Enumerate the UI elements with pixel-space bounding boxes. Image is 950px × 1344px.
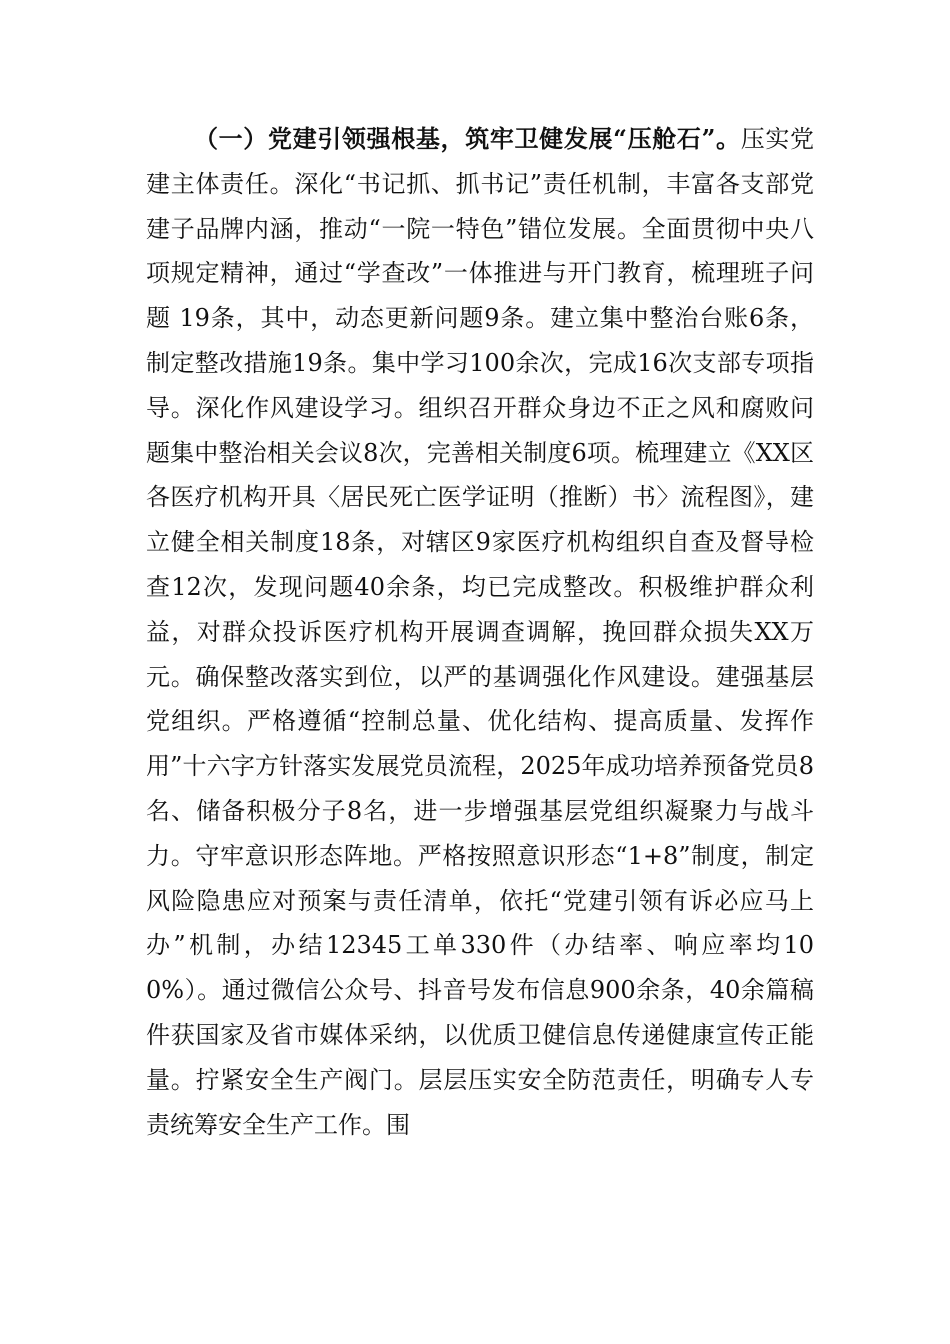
section-paragraph [146,117,814,1147]
section-heading: （一）党建引领强根基，筑牢卫健发展“压舱石”。 [194,124,741,153]
paragraph-body: 压实党建主体责任。深化“书记抓、抓书记”责任机制，丰富各支部党建子品牌内涵，推动“一院一特色”错位发展。全面贯彻中央八项规定精神，通过“学查改”一体推进与开门教育，梳理班子问题 19条，其中，动态更新问题9条。建立集中整治台账6条，制定整改措施19条。集中学习100余次，完成16次支部专项指导。深化作风建设学习。组织召开群众身边不正之风和腐败问题集中整治相关会议8次，完善相关制度6项。梳理建立《XX区各医疗机构开具〈居民死亡医学证明（推断）书〉流程图》，建立健全相关制度18条，对辖区9家医疗机构组织自查及督导检查12次，发现问题40余条，均已完成整改。积极维护群众利益，对群众投诉医疗机构开展调查调解，挽回群众损失XX万元。确保整改落实到位，以严的基调强化作风建设。建强基层党组织。严格遵循“控制总量、优化结构、提高质量、发挥作用”十六字方针落实发展党员流程，2025年成功培养预备党员8名、储备积极分子8名，进一步增强基层党组织凝聚力与战斗力。守牢意识形态阵地。严格按照意识形态“1+8”制度，制定风险隐患应对预案与责任清单，依托“党建引领有诉必应马上办”机制，办结12345工单330件（办结率、响应率均100%）。通过微信公众号、抖音号发布信息900余条，40余篇稿件获国家及省市媒体采纳，以优质卫健信息传递健康宣传正能量。拧紧安全生产阀门。层层压实安全防范责任，明确专人专责统筹安全生产工作。围 [146,125,814,1139]
